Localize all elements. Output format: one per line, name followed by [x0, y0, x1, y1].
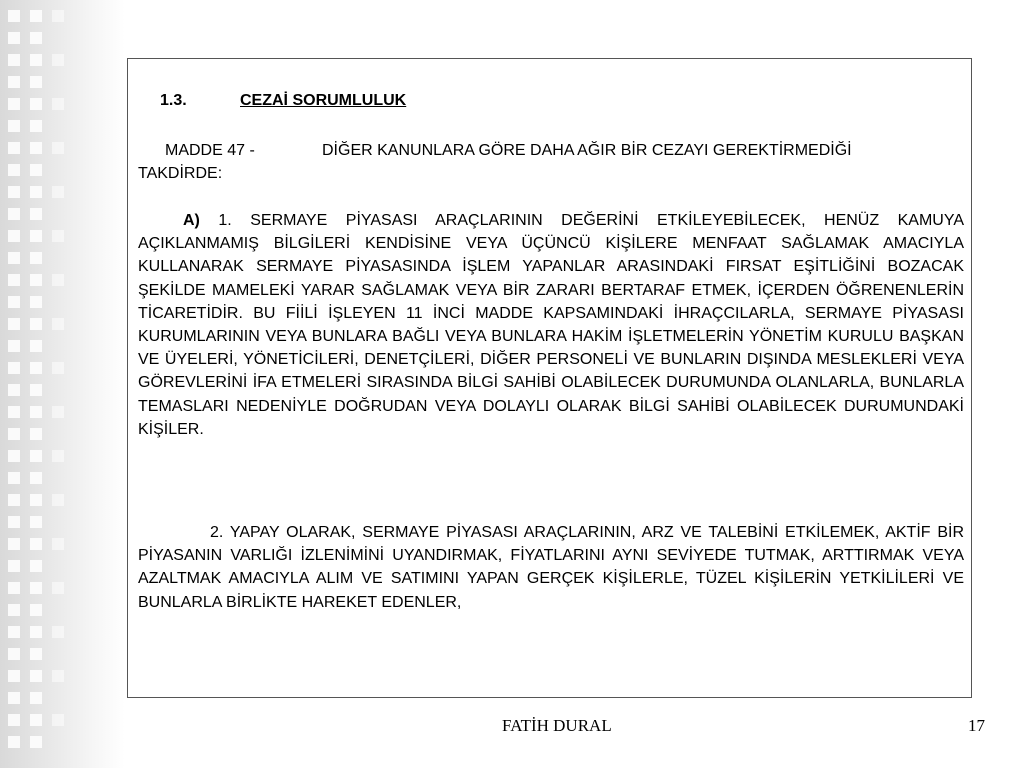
paragraph-a-text: 1. SERMAYE PİYASASI ARAÇLARININ DEĞERİNİ ETKİLEYEBİLECEK, HENÜZ KAMUYA AÇIKLANMAMIŞ BİLGİLERİ KENDİSİNE VEYA ÜÇÜNCÜ KİŞİLERE MENFAAT SAĞLAMAK AMACIYLA KULLANARAK SERMAYE PİYASASINDA İŞLEM YAPANLAR ARASINDAKİ FIRSAT EŞİTLİĞİNİ BOZACAK ŞEKİLDE MAMELEKİ YARAR SAĞLAMAK VEYA BİR ZARARI BERTARAF ETMEK, İÇERDEN ÖĞRENENLERİN TİCARETİDİR. BU FİİLİ İŞLEYEN 11 İNCİ MADDE KAPSAMINDAKİ İHRAÇCILARLA, SERMAYE PİYASASI KURUMLARININ VEYA BUNLARA BAĞLI VEYA BUNLARA HAKİM İŞLETMELERİN YÖNETİM KURULU BAŞKAN VE ÜYELERİ, YÖNETİCİLERİ, DENETÇİLERİ, DİĞER PERSONELİ VE BUNLARIN DIŞINDA MESLEKLERİ VEYA GÖREVLERİNİ İFA ETMELERİ SIRASINDA BİLGİ SAHİBİ OLABİLECEK DURUMUNDA OLANLARLA, BUNLARLA TEMASLARI NEDENİYLE DOĞRUDAN VEYA DOLAYLI OLARAK BİLGİ SAHİBİ OLABİLECEK DURUMUNDAKİ KİŞİLER. — [138, 212, 964, 438]
decorative-square — [52, 450, 64, 462]
decorative-square — [8, 516, 20, 528]
decorative-square — [30, 494, 42, 506]
decorative-square — [30, 54, 42, 66]
decorative-square — [30, 10, 42, 22]
decorative-square — [52, 318, 64, 330]
decorative-square — [30, 450, 42, 462]
decorative-square — [8, 296, 20, 308]
section-number: 1.3. — [160, 92, 187, 109]
decorative-square — [30, 560, 42, 572]
decorative-square — [8, 604, 20, 616]
decorative-square — [30, 516, 42, 528]
decorative-square — [8, 450, 20, 462]
decorative-square — [30, 230, 42, 242]
section-title: CEZAİ SORUMLULUK — [240, 92, 407, 109]
paragraph-2-text: 2. YAPAY OLARAK, SERMAYE PİYASASI ARAÇLARININ, ARZ VE TALEBİNİ ETKİLEMEK, AKTİF BİR PİYASANIN VARLIĞI İZLENİMİNİ UYANDIRMAK, FİYATLARINI AYNI SEVİYEDE TUTMAK, ARTTIRMAK VEYA AZALTMAK AMACIYLA ALIM VE SATIMINI YAPAN GERÇEK KİŞİLERLE, TÜZEL KİŞİLERİN YETKİLİLERİ VE BUNLARLA BİRLİKTE HAREKET EDENLER, — [138, 524, 964, 611]
decorative-square — [8, 362, 20, 374]
decorative-square — [52, 186, 64, 198]
decorative-square — [52, 494, 64, 506]
decorative-square — [52, 230, 64, 242]
decorative-square — [30, 692, 42, 704]
decorative-square — [8, 692, 20, 704]
decorative-square — [8, 384, 20, 396]
decorative-square — [30, 186, 42, 198]
decorative-square — [8, 472, 20, 484]
decorative-square — [30, 384, 42, 396]
section-heading — [160, 92, 406, 110]
decorative-square — [30, 340, 42, 352]
article-heading-line2: TAKDİRDE: — [138, 165, 223, 182]
decorative-square — [8, 274, 20, 286]
decorative-square — [8, 142, 20, 154]
decorative-square — [30, 648, 42, 660]
decorative-square — [30, 428, 42, 440]
paragraph-a — [138, 209, 964, 441]
article-heading — [138, 139, 964, 185]
decorative-square — [8, 10, 20, 22]
decorative-square — [8, 164, 20, 176]
decorative-square — [8, 648, 20, 660]
decorative-square — [30, 296, 42, 308]
decorative-square — [52, 582, 64, 594]
decorative-square — [52, 274, 64, 286]
decorative-square — [52, 142, 64, 154]
decorative-square — [52, 98, 64, 110]
decorative-square — [52, 406, 64, 418]
decorative-square — [8, 208, 20, 220]
decorative-square — [8, 582, 20, 594]
decorative-square — [30, 582, 42, 594]
decorative-square — [8, 428, 20, 440]
decorative-square — [8, 230, 20, 242]
decorative-square — [30, 208, 42, 220]
decorative-square — [8, 120, 20, 132]
decorative-square — [52, 714, 64, 726]
decorative-square — [8, 186, 20, 198]
decorative-square — [8, 406, 20, 418]
decorative-square — [30, 98, 42, 110]
decorative-square — [8, 318, 20, 330]
decorative-square — [8, 714, 20, 726]
decorative-square — [30, 626, 42, 638]
decorative-square-pattern — [0, 0, 125, 768]
decorative-square — [52, 538, 64, 550]
decorative-square — [30, 604, 42, 616]
decorative-square — [30, 164, 42, 176]
slide-content-box — [127, 58, 972, 698]
footer-author: FATİH DURAL — [502, 716, 612, 735]
decorative-square — [30, 274, 42, 286]
decorative-square — [30, 472, 42, 484]
footer-page-number: 17 — [968, 716, 985, 735]
decorative-square — [30, 406, 42, 418]
decorative-square — [8, 54, 20, 66]
decorative-square — [8, 32, 20, 44]
decorative-square — [52, 670, 64, 682]
decorative-square — [52, 54, 64, 66]
decorative-square — [8, 340, 20, 352]
paragraph-2 — [138, 521, 964, 614]
article-heading-line1: DİĞER KANUNLARA GÖRE DAHA AĞIR BİR CEZAYI GEREKTİRMEDİĞİ — [322, 142, 852, 159]
decorative-square — [8, 538, 20, 550]
article-label: MADDE 47 - — [165, 142, 255, 159]
decorative-square — [8, 670, 20, 682]
decorative-square — [30, 714, 42, 726]
decorative-square — [52, 626, 64, 638]
decorative-square — [8, 76, 20, 88]
decorative-square — [52, 10, 64, 22]
decorative-square — [8, 626, 20, 638]
decorative-square — [30, 142, 42, 154]
decorative-square — [52, 362, 64, 374]
decorative-square — [30, 32, 42, 44]
decorative-square — [8, 736, 20, 748]
decorative-square — [30, 538, 42, 550]
decorative-square — [8, 252, 20, 264]
decorative-square — [30, 252, 42, 264]
decorative-square — [30, 318, 42, 330]
decorative-square — [30, 736, 42, 748]
decorative-square — [30, 76, 42, 88]
decorative-square — [8, 494, 20, 506]
paragraph-a-marker: A) — [183, 212, 200, 229]
decorative-square — [8, 560, 20, 572]
decorative-square — [30, 362, 42, 374]
decorative-square — [30, 670, 42, 682]
decorative-square — [8, 98, 20, 110]
decorative-square — [30, 120, 42, 132]
